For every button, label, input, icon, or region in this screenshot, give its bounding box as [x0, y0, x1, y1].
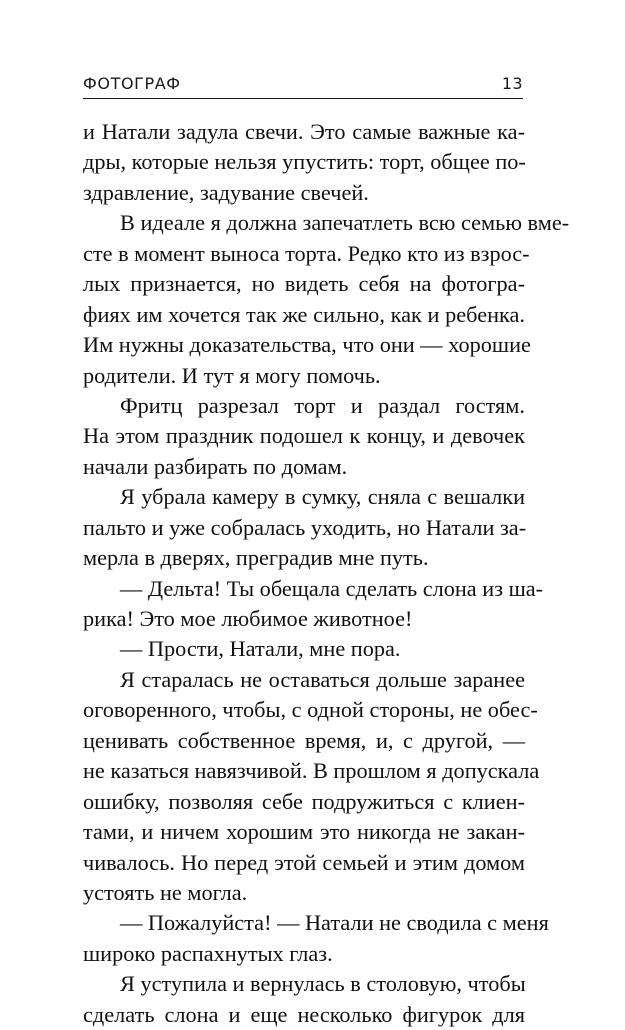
text-line: пальто и уже собралась уходить, но Натали за- — [83, 514, 527, 540]
text-line: родители. И тут я могу помочь. — [83, 362, 381, 388]
text-line: сте в момент выноса торта. Редко кто из взрос- — [83, 240, 530, 266]
text-line: не казаться навязчивой. В прошлом я допускала — [83, 758, 540, 784]
text-line: Я убрала камеру в сумку, сняла с вешалки — [120, 484, 525, 510]
header-rule — [83, 98, 523, 99]
text-line: Фритц разрезал торт и раздал гостям. — [120, 392, 525, 418]
text-line: Я старалась не оставаться дольше заранее — [120, 666, 525, 692]
text-line: чивалось. Но перед этой семьей и этим домом — [83, 849, 525, 875]
text-line: лых признается, но видеть себя на фотогра- — [83, 271, 525, 297]
text-line: тами, и ничем хорошим это никогда не закан- — [83, 819, 525, 845]
text-line: мерла в дверях, преградив мне путь. — [83, 545, 429, 571]
text-line: — Пожалуйста! — Натали не сводила с меня — [120, 910, 549, 936]
text-line: На этом праздник подошел к концу, и девочек — [83, 423, 525, 449]
text-line: — Прости, Натали, мне пора. — [120, 636, 401, 662]
text-line: начали разбирать по домам. — [83, 453, 348, 479]
text-line: Я уступила и вернулась в столовую, чтобы — [120, 971, 526, 997]
text-line: В идеале я должна запечатлеть всю семью вме- — [120, 210, 570, 236]
text-line: фиях им хочется так же сильно, как и ребенка. — [83, 301, 525, 327]
page-number: 13 — [501, 74, 523, 93]
running-head — [83, 74, 523, 98]
body-text — [83, 117, 570, 1030]
text-line: сделать слона и еще несколько фигурок для — [83, 1001, 525, 1027]
book-title: ФОТОГРАФ — [83, 74, 181, 93]
text-line: оговоренного, чтобы, с одной стороны, не обес- — [83, 697, 538, 723]
text-line: — Дельта! Ты обещала сделать слона из ша- — [120, 575, 544, 601]
text-line: ценивать собственное время, и, с другой, — — [83, 727, 525, 753]
text-line: ошибку, позволяя себе подружиться с клиен- — [83, 788, 525, 814]
text-line: устоять не могла. — [83, 879, 248, 905]
text-line: и Натали задула свечи. Это самые важные ка- — [83, 119, 525, 144]
text-line: рика! Это мое любимое животное! — [83, 606, 413, 631]
text-line: широко распахнутых глаз. — [83, 940, 333, 966]
text-line: Им нужны доказательства, что они — хорошие — [83, 332, 531, 358]
text-line: дры, которые нельзя упустить: торт, общее по- — [83, 149, 526, 175]
text-line: здравление, задувание свечей. — [83, 179, 369, 205]
